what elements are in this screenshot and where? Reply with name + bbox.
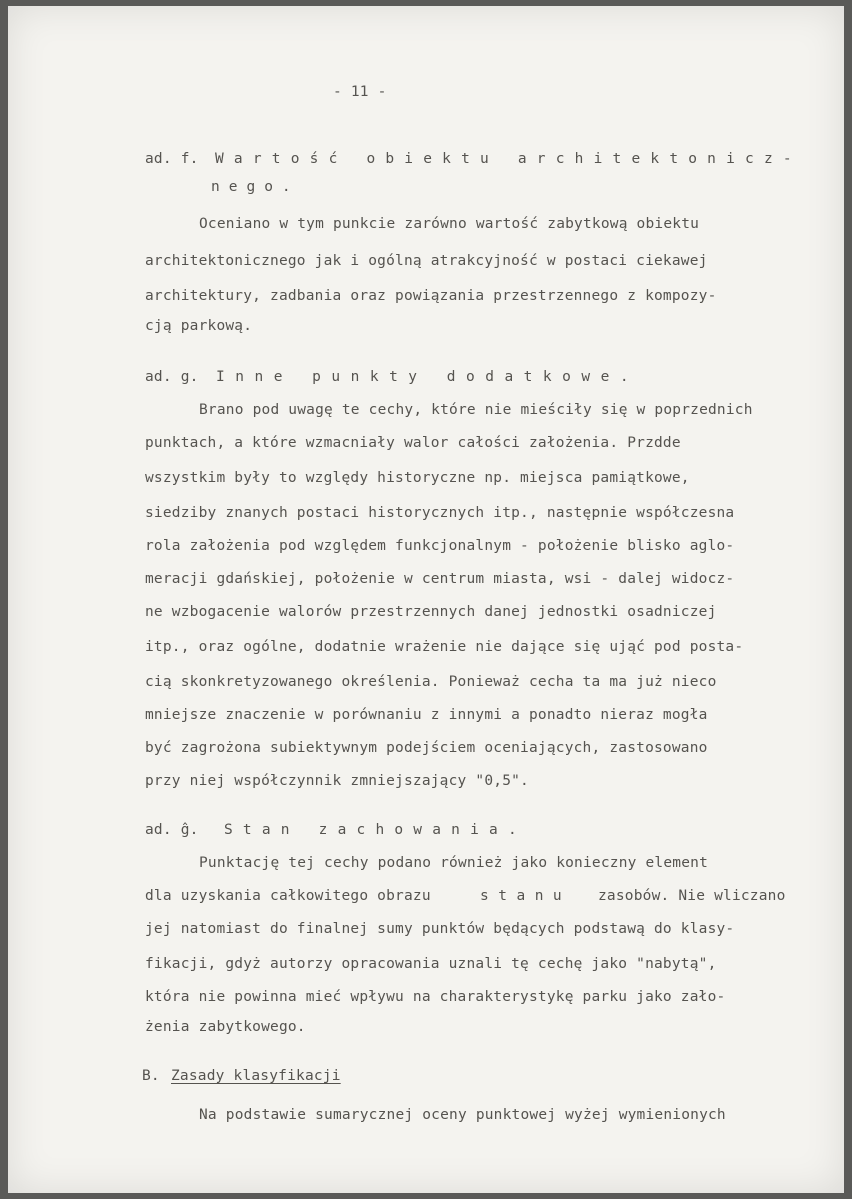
section-h-label: ad. ĝ. [145, 822, 199, 838]
section-f-line: cją parkową. [145, 318, 253, 334]
section-h-line-part: dla uzyskania całkowitego obrazu [145, 888, 431, 904]
section-h-line: Punktację tej cechy podano również jako konieczny element [199, 855, 708, 871]
section-g-line: siedziby znanych postaci historycznych itp., następnie współczesna [145, 505, 735, 521]
section-g-line: wszystkim były to względy historyczne np. miejsca pamiątkowe, [145, 470, 690, 486]
section-f-label: ad. f. [145, 151, 199, 167]
section-f-line: Oceniano w tym punkcie zarówno wartość zabytkową obiektu [199, 216, 700, 232]
section-b-label: B. [142, 1068, 160, 1084]
section-g-line: ne wzbogacenie walorów przestrzennych danej jednostki osadniczej [145, 604, 717, 620]
section-g-line: przy niej współczynnik zmniejszający "0,5". [145, 773, 529, 789]
section-g-line: cią skonkretyzowanego określenia. Ponieważ cecha ta ma już nieco [145, 674, 717, 690]
section-h-line: która nie powinna mieć wpływu na charakterystykę parku jako zało- [145, 989, 726, 1005]
section-g-label: ad. g. [145, 369, 199, 385]
section-h-line: żenia zabytkowego. [145, 1019, 306, 1035]
section-h-heading: Stan zachowania. [224, 822, 527, 838]
section-b-heading: Zasady klasyfikacji [171, 1068, 341, 1084]
section-f-line: architektonicznego jak i ogólną atrakcyjność w postaci ciekawej [145, 253, 708, 269]
section-h-line-part: zasobów. Nie wliczano [598, 888, 786, 904]
section-b-line: Na podstawie sumarycznej oceny punktowej wyżej wymienionych [199, 1107, 726, 1123]
section-h-line: jej natomiast do finalnej sumy punktów będących podstawą do klasy- [145, 921, 735, 937]
section-g-line: punktach, a które wzmacniały walor całości założenia. Przdde [145, 435, 681, 451]
section-g-line: itp., oraz ogólne, dodatnie wrażenie nie dające się ująć pod posta- [145, 639, 744, 655]
section-g-line: być zagrożona subiektywnym podejściem oceniających, zastosowano [145, 740, 708, 756]
section-g-line: meracji gdańskiej, położenie w centrum miasta, wsi - dalej widocz- [145, 571, 735, 587]
section-g-line: mniejsze znaczenie w porównaniu z innymi a ponadto nieraz mogła [145, 707, 708, 723]
section-g-line: rola założenia pod względem funkcjonalnym - położenie blisko aglo- [145, 538, 735, 554]
section-h-line: fikacji, gdyż autorzy opracowania uznali tę cechę jako "nabytą", [145, 956, 717, 972]
section-f-heading: Wartość obiektu architektonicz- [215, 151, 802, 167]
section-g-heading: Inne punkty dodatkowe. [216, 369, 640, 385]
section-h-line-spaced-word: stanu [480, 888, 572, 904]
section-g-line: Brano pod uwagę te cechy, które nie mieściły się w poprzednich [199, 402, 753, 418]
page-number: - 11 - [333, 84, 387, 100]
section-f-heading-cont: nego. [211, 179, 300, 195]
section-f-line: architektury, zadbania oraz powiązania przestrzennego z kompozy- [145, 288, 717, 304]
